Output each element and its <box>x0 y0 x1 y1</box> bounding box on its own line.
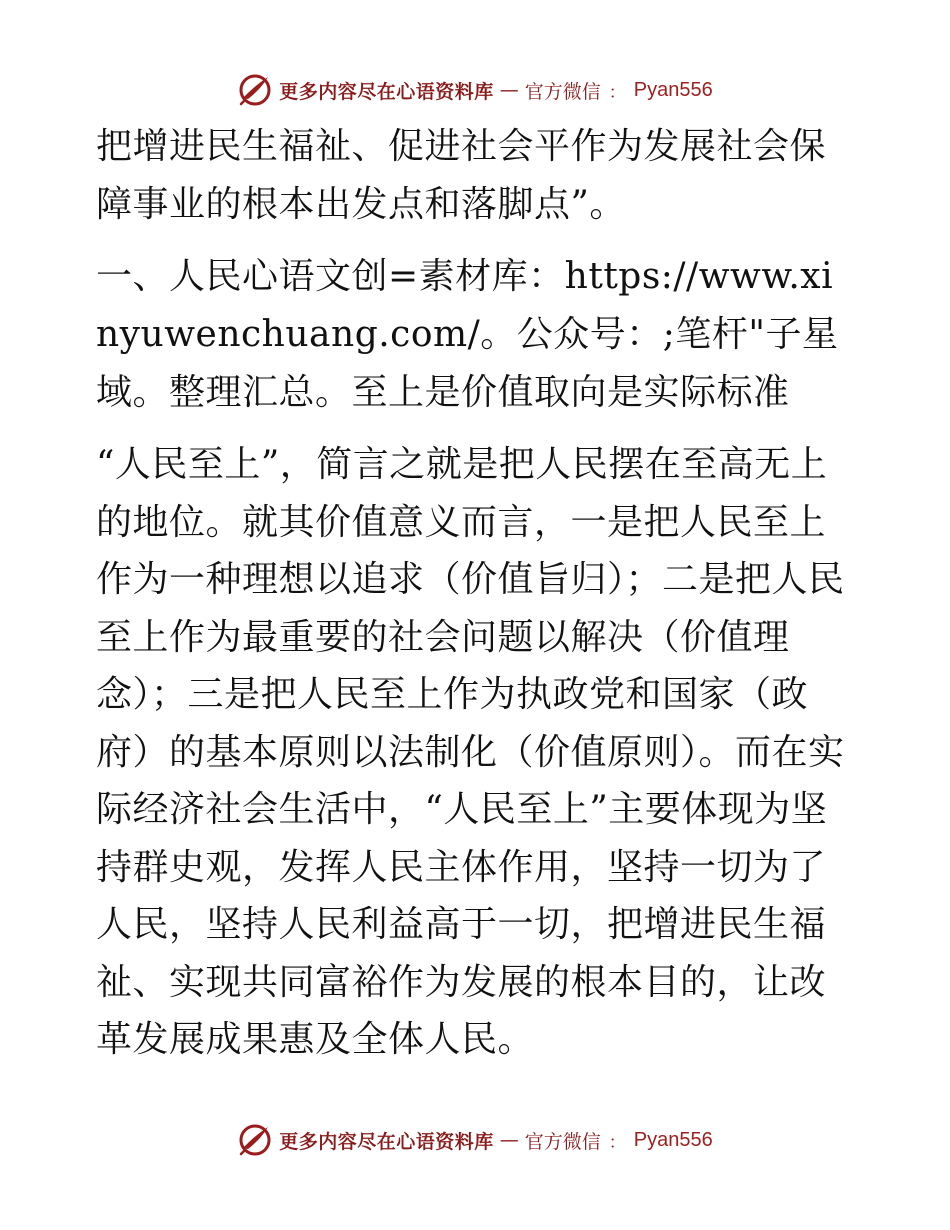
footer-site-text: 更多内容尽在心语资料库 <box>279 1130 494 1153</box>
paragraph-2: 一、人民心语文创=素材库：https://www.xinyuwenchuang.com/。公众号：;笔杆"子星域。整理汇总。至上是价值取向是实际标准 <box>96 256 839 413</box>
footer-wechat-id: Pyan556 <box>633 1128 713 1151</box>
banner-dash: — <box>499 79 519 101</box>
footer-banner <box>0 1118 950 1162</box>
feather-seal-icon <box>237 72 273 108</box>
footer-dash: — <box>499 1129 519 1151</box>
header-banner <box>0 68 950 112</box>
banner-separator: ： <box>608 82 626 103</box>
document-body <box>96 118 856 1069</box>
footer-separator: ： <box>608 1132 626 1153</box>
feather-seal-icon <box>237 1122 273 1158</box>
banner-wechat-id: Pyan556 <box>633 78 713 101</box>
paragraph-3: “人民至上”，简言之就是把人民摆在至高无上的地位。就其价值意义而言，一是把人民至上作为一种理想以追求（价值旨归）；二是把人民至上作为最重要的社会问题以解决（价值理念）；三是把人民至上作为执政党和国家（政府）的基本原则以法制化（价值原则）。而在实际经济社会生活中，“人民至上”主要体现为坚持群史观，发挥人民主体作用，坚持一切为了人民，坚持人民利益高于一切，把增进民生福祉、实现共同富裕作为发展的根本目的，让改革发展成果惠及全体人民。 <box>96 444 845 1060</box>
paragraph-1: 把增进民生福祉、促进社会平作为发展社会保障事业的根本出发点和落脚点”。 <box>96 126 827 225</box>
banner-wechat-label: 官方微信 <box>524 80 601 103</box>
footer-wechat-label: 官方微信 <box>524 1130 601 1153</box>
banner-site-text: 更多内容尽在心语资料库 <box>279 80 494 103</box>
